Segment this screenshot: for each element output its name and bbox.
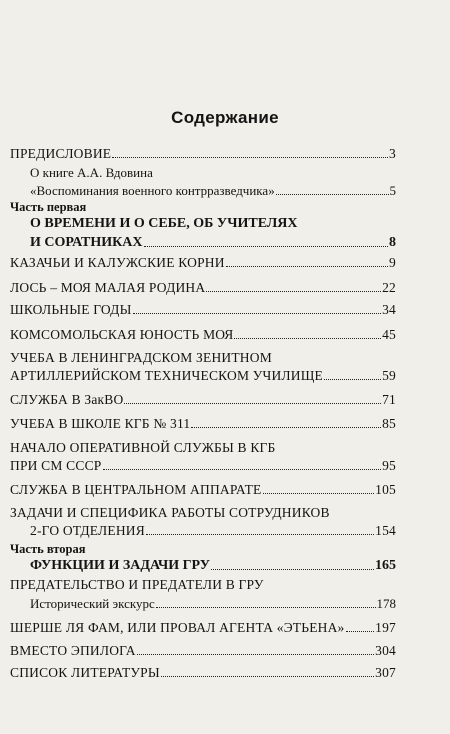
- toc-page-number: 95: [382, 458, 396, 473]
- toc-page-number: 9: [389, 255, 396, 270]
- toc-entry-los: [10, 280, 396, 296]
- toc-entry-about-book: [30, 183, 396, 199]
- leader-dots: [144, 245, 388, 247]
- toc-entry-label: КОМСОМОЛЬСКАЯ ЮНОСТЬ МОЯ: [10, 327, 234, 342]
- toc-entry-nachalo-line1: НАЧАЛО ОПЕРАТИВНОЙ СЛУЖБЫ В КГБ: [10, 440, 276, 455]
- toc-page-number: 154: [375, 523, 396, 538]
- leader-dots: [161, 675, 374, 677]
- toc-page-number: 165: [375, 558, 396, 573]
- leader-dots: [146, 533, 374, 535]
- toc-entry-ucheba: [10, 368, 396, 384]
- leader-dots: [103, 468, 382, 470]
- toc-page-number: 5: [389, 183, 396, 198]
- leader-dots: [206, 290, 381, 292]
- leader-dots: [346, 630, 375, 632]
- toc-entry-label: И СОРАТНИКАХ: [30, 235, 143, 250]
- toc-entry-label: «Воспоминания военного контрразведчика»: [30, 183, 275, 198]
- toc-entry-about-book-line1: О книге А.А. Вдовина: [30, 165, 153, 180]
- toc-entry-label: 2-ГО ОТДЕЛЕНИЯ: [30, 523, 145, 538]
- toc-entry-label: ШКОЛЬНЫЕ ГОДЫ: [10, 302, 132, 317]
- toc-page-number: 22: [382, 280, 396, 295]
- toc-entry-label: ПРИ СМ СССР: [10, 458, 102, 473]
- leader-dots: [234, 337, 381, 339]
- toc-entry-central: [10, 482, 396, 498]
- toc-entry-label: Исторический экскурс: [30, 596, 155, 611]
- part-one-title: [30, 235, 396, 251]
- part-one-label: Часть первая: [10, 200, 87, 214]
- leader-dots: [324, 378, 381, 380]
- leader-dots: [124, 402, 381, 404]
- toc-entry-predatelstvo: ПРЕДАТЕЛЬСТВО И ПРЕДАТЕЛИ В ГРУ: [10, 577, 264, 592]
- leader-dots: [263, 492, 375, 494]
- leader-dots: [133, 312, 382, 314]
- toc-entry-sherche: [10, 620, 396, 636]
- toc-entry-label: ЛОСЬ – МОЯ МАЛАЯ РОДИНА: [10, 280, 206, 295]
- toc-entry-school: [10, 302, 396, 318]
- toc-page-number: 8: [389, 235, 396, 250]
- leader-dots: [156, 606, 376, 608]
- toc-entry-label: СЛУЖБА В ЗакВО: [10, 392, 124, 407]
- part-one-title-line1: О ВРЕМЕНИ И О СЕБЕ, ОБ УЧИТЕЛЯХ: [30, 216, 298, 231]
- toc-page-number: 197: [375, 620, 396, 635]
- toc-entry-kgb311: [10, 416, 396, 432]
- part-two-label: Часть вторая: [10, 542, 86, 556]
- leader-dots: [211, 568, 374, 570]
- toc-page-number: 85: [382, 416, 396, 431]
- toc-entry-label: АРТИЛЛЕРИЙСКОМ ТЕХНИЧЕСКОМ УЧИЛИЩЕ: [10, 368, 323, 383]
- toc-page-number: 59: [382, 368, 396, 383]
- toc-page-number: 178: [376, 596, 396, 611]
- toc-entry-zadachi-line1: ЗАДАЧИ И СПЕЦИФИКА РАБОТЫ СОТРУДНИКОВ: [10, 505, 330, 520]
- toc-entry-label: ВМЕСТО ЭПИЛОГА: [10, 643, 136, 658]
- leader-dots: [276, 193, 389, 195]
- toc-page-number: 307: [375, 665, 396, 680]
- page-title: Содержание: [171, 108, 279, 127]
- toc-page-number: 71: [382, 392, 396, 407]
- toc-entry-preface: [10, 146, 396, 162]
- part-two-title: [30, 558, 396, 574]
- leader-dots: [137, 653, 374, 655]
- toc-entry-label: УЧЕБА В ШКОЛЕ КГБ № 311: [10, 416, 191, 431]
- toc-entry-komsomol: [10, 327, 396, 343]
- toc-entry-literature: [10, 665, 396, 681]
- toc-page-number: 304: [375, 643, 396, 658]
- toc-page-number: 3: [389, 146, 396, 161]
- leader-dots: [191, 426, 381, 428]
- toc-entry-zadachi: [30, 523, 396, 539]
- toc-page-number: 45: [382, 327, 396, 342]
- leader-dots: [226, 265, 388, 267]
- toc-entry-ist-excurs: [30, 596, 396, 612]
- toc-entry-label: ПРЕДИСЛОВИЕ: [10, 146, 112, 161]
- toc-entry-ucheba-line1: УЧЕБА В ЛЕНИНГРАДСКОМ ЗЕНИТНОМ: [10, 350, 272, 365]
- toc-entry-epilog: [10, 643, 396, 659]
- leader-dots: [112, 156, 388, 158]
- toc-page-number: 105: [375, 482, 396, 497]
- toc-entry-label: ФУНКЦИИ И ЗАДАЧИ ГРУ: [30, 558, 210, 573]
- toc-entry-label: СЛУЖБА В ЦЕНТРАЛЬНОМ АППАРАТЕ: [10, 482, 262, 497]
- toc-entry-zakvo: [10, 392, 396, 408]
- toc-entry-label: ШЕРШЕ ЛЯ ФАМ, ИЛИ ПРОВАЛ АГЕНТА «ЭТЬЕНА»: [10, 620, 345, 635]
- toc-entry-nachalo: [10, 458, 396, 474]
- toc-page-number: 34: [382, 302, 396, 317]
- toc-entry-label: СПИСОК ЛИТЕРАТУРЫ: [10, 665, 160, 680]
- toc-entry-kazachi: [10, 255, 396, 271]
- toc-entry-label: КАЗАЧЬИ И КАЛУЖСКИЕ КОРНИ: [10, 255, 225, 270]
